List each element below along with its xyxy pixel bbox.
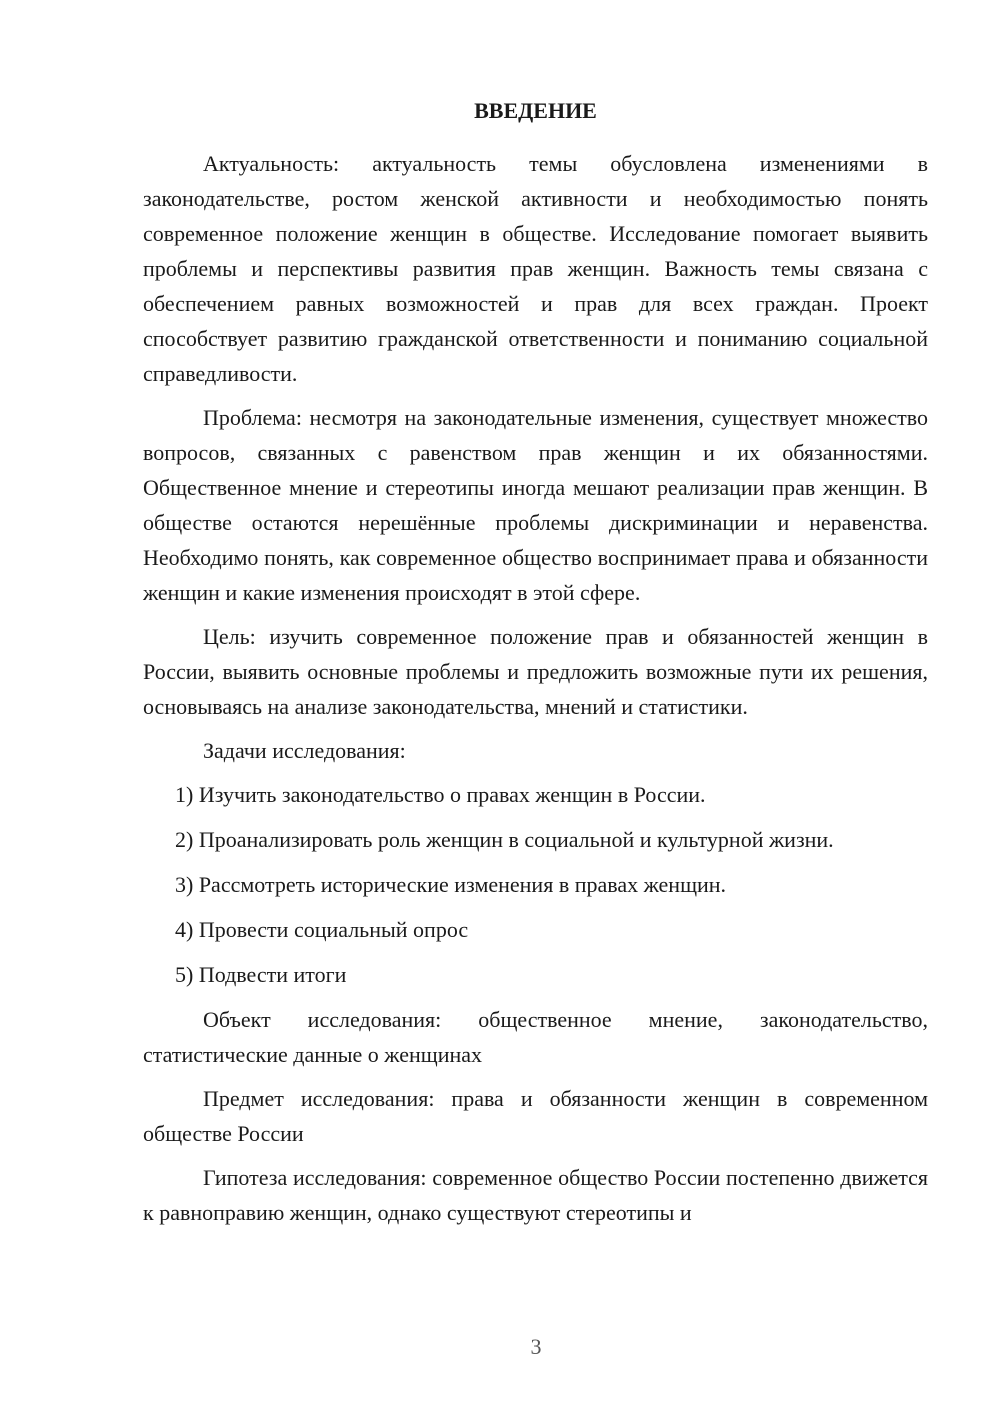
paragraph-subject: Предмет исследования: права и обязанности женщин в современном обществе России (143, 1086, 928, 1146)
task-item: 2) Проанализировать роль женщин в социальной и культурной жизни. (175, 827, 834, 852)
task-item: 1) Изучить законодательство о правах женщин в России. (175, 782, 706, 807)
paragraph-goal: Цель: изучить современное положение прав и обязанностей женщин в России, выявить основные проблемы и предложить возможные пути их решения, основываясь на анализе законодательства, мнений и статистики. (143, 624, 928, 719)
page-title: ВВЕДЕНИЕ (474, 98, 597, 123)
document-page (143, 95, 928, 1230)
task-item: 5) Подвести итоги (175, 962, 347, 987)
paragraph-relevance: Актуальность: актуальность темы обусловлена изменениями в законодательстве, ростом женской активности и необходимостью понять современное положение женщин в обществе. Исследование помогает выявить проблемы и перспективы развития прав женщин. Важность темы связана с обеспечением равных возможностей и прав для всех граждан. Проект способствует развитию гражданской ответственности и пониманию социальной справедливости. (143, 151, 928, 386)
paragraph-tasks-heading: Задачи исследования: (203, 738, 406, 763)
task-item: 4) Провести социальный опрос (175, 917, 469, 942)
paragraph-hypothesis: Гипотеза исследования: современное общество России постепенно движется к равноправию женщин, однако существуют стереотипы и (143, 1165, 928, 1225)
paragraph-object: Объект исследования: общественное мнение, законодательство, статистические данные о женщинах (143, 1007, 928, 1067)
paragraph-problem: Проблема: несмотря на законодательные изменения, существует множество вопросов, связанных с равенством прав женщин и их обязанностями. Общественное мнение и стереотипы иногда мешают реализации прав женщин. В обществе остаются нерешённые проблемы дискриминации и неравенства. Необходимо понять, как современное общество воспринимает права и обязанности женщин и какие изменения происходят в этой сфере. (143, 405, 928, 605)
task-item: 3) Рассмотреть исторические изменения в правах женщин. (175, 872, 727, 897)
page-number: 3 (530, 1334, 542, 1359)
